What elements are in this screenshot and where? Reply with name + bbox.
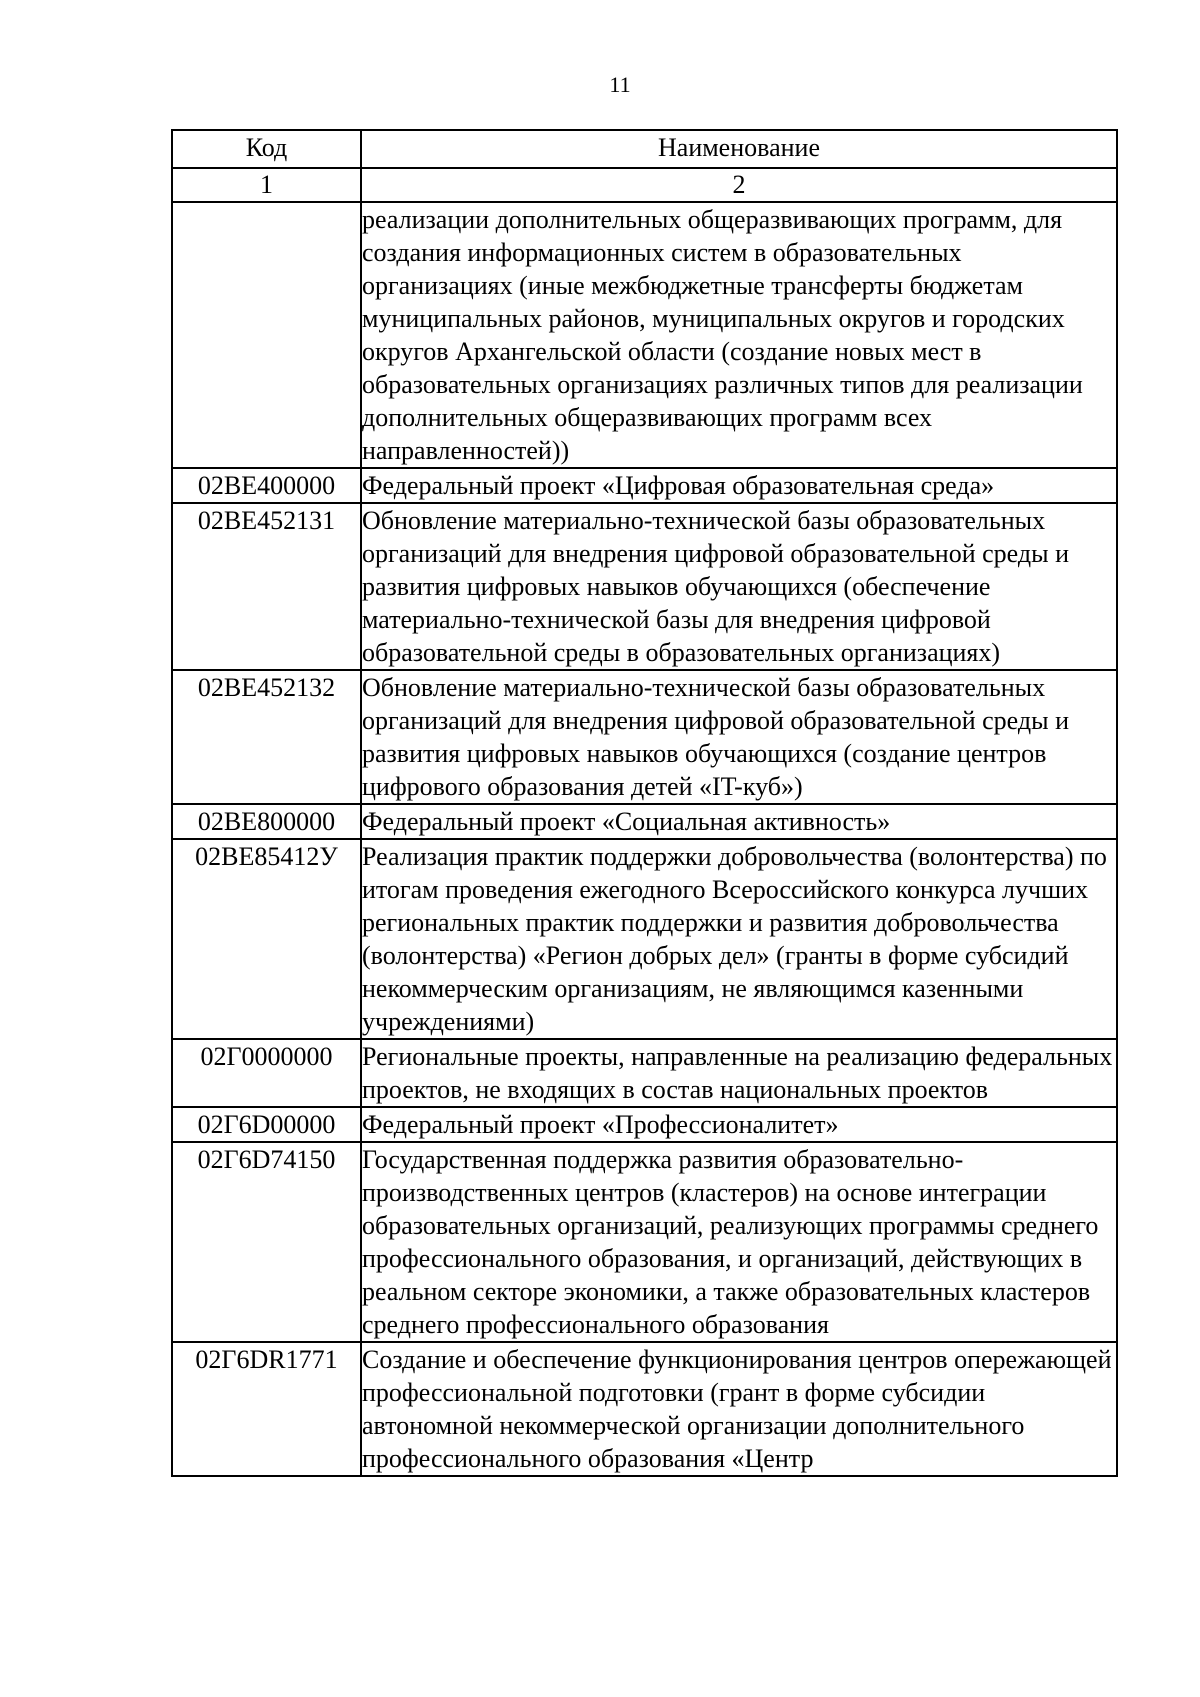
row-name: Обновление материально-технической базы образовательных организаций для внедрения цифровой образовательной среды и развития цифровых навыков обучающихся (создание центров цифрового образования детей «IT-куб») xyxy=(361,670,1117,804)
column-number-row xyxy=(172,168,1117,202)
table-row xyxy=(172,1142,1117,1342)
table-row xyxy=(172,503,1117,670)
budget-codes-table xyxy=(171,129,1118,1477)
row-code: 02Г6D00000 xyxy=(172,1107,361,1142)
header-row xyxy=(172,130,1117,168)
row-name: Федеральный проект «Профессионалитет» xyxy=(361,1107,1117,1142)
table-row xyxy=(172,1107,1117,1142)
page-number: 11 xyxy=(609,72,631,97)
header-code: Код xyxy=(172,130,361,168)
row-code: 02ВЕ800000 xyxy=(172,804,361,839)
row-code: 02Г6DR1771 xyxy=(172,1342,361,1476)
row-name: Федеральный проект «Цифровая образовательная среда» xyxy=(361,468,1117,503)
table-row xyxy=(172,1342,1117,1476)
table-row xyxy=(172,1039,1117,1107)
row-code: 02Г0000000 xyxy=(172,1039,361,1107)
table-row xyxy=(172,670,1117,804)
row-code: 02ВЕ452132 xyxy=(172,670,361,804)
row-name: Государственная поддержка развития образовательно-производственных центров (кластеров) на основе интеграции образовательных организаций, реализующих программы среднего профессионального образования, и организаций, действующих в реальном секторе экономики, а также образовательных кластеров среднего профессионального образования xyxy=(361,1142,1117,1342)
row-code: 02ВЕ85412У xyxy=(172,839,361,1039)
row-name: Федеральный проект «Социальная активность» xyxy=(361,804,1117,839)
row-code: 02ВЕ400000 xyxy=(172,468,361,503)
row-name: Реализация практик поддержки добровольчества (волонтерства) по итогам проведения ежегодного Всероссийского конкурса лучших региональных практик поддержки и развития добровольчества (волонтерства) «Регион добрых дел» (гранты в форме субсидий некоммерческим организациям, не являющимся казенными учреждениями) xyxy=(361,839,1117,1039)
table-row xyxy=(172,202,1117,468)
row-code: 02ВЕ452131 xyxy=(172,503,361,670)
header-name: Наименование xyxy=(361,130,1117,168)
row-name: реализации дополнительных общеразвивающих программ, для создания информационных систем в образовательных организациях (иные межбюджетные трансферты бюджетам муниципальных районов, муниципальных округов и городских округов Архангельской области (создание новых мест в образовательных организациях различных типов для реализации дополнительных общеразвивающих программ всех направленностей)) xyxy=(361,202,1117,468)
row-name: Обновление материально-технической базы образовательных организаций для внедрения цифровой образовательной среды и развития цифровых навыков обучающихся (обеспечение материально-технической базы для внедрения цифровой образовательной среды в образовательных организациях) xyxy=(361,503,1117,670)
row-name: Создание и обеспечение функционирования центров опережающей профессиональной подготовки (грант в форме субсидии автономной некоммерческой организации дополнительного профессионального образования «Центр xyxy=(361,1342,1117,1476)
table-row xyxy=(172,804,1117,839)
column-number-1: 1 xyxy=(172,168,361,202)
row-code xyxy=(172,202,361,468)
row-name: Региональные проекты, направленные на реализацию федеральных проектов, не входящих в состав национальных проектов xyxy=(361,1039,1117,1107)
table-row xyxy=(172,468,1117,503)
table-row xyxy=(172,839,1117,1039)
column-number-2: 2 xyxy=(361,168,1117,202)
row-code: 02Г6D74150 xyxy=(172,1142,361,1342)
